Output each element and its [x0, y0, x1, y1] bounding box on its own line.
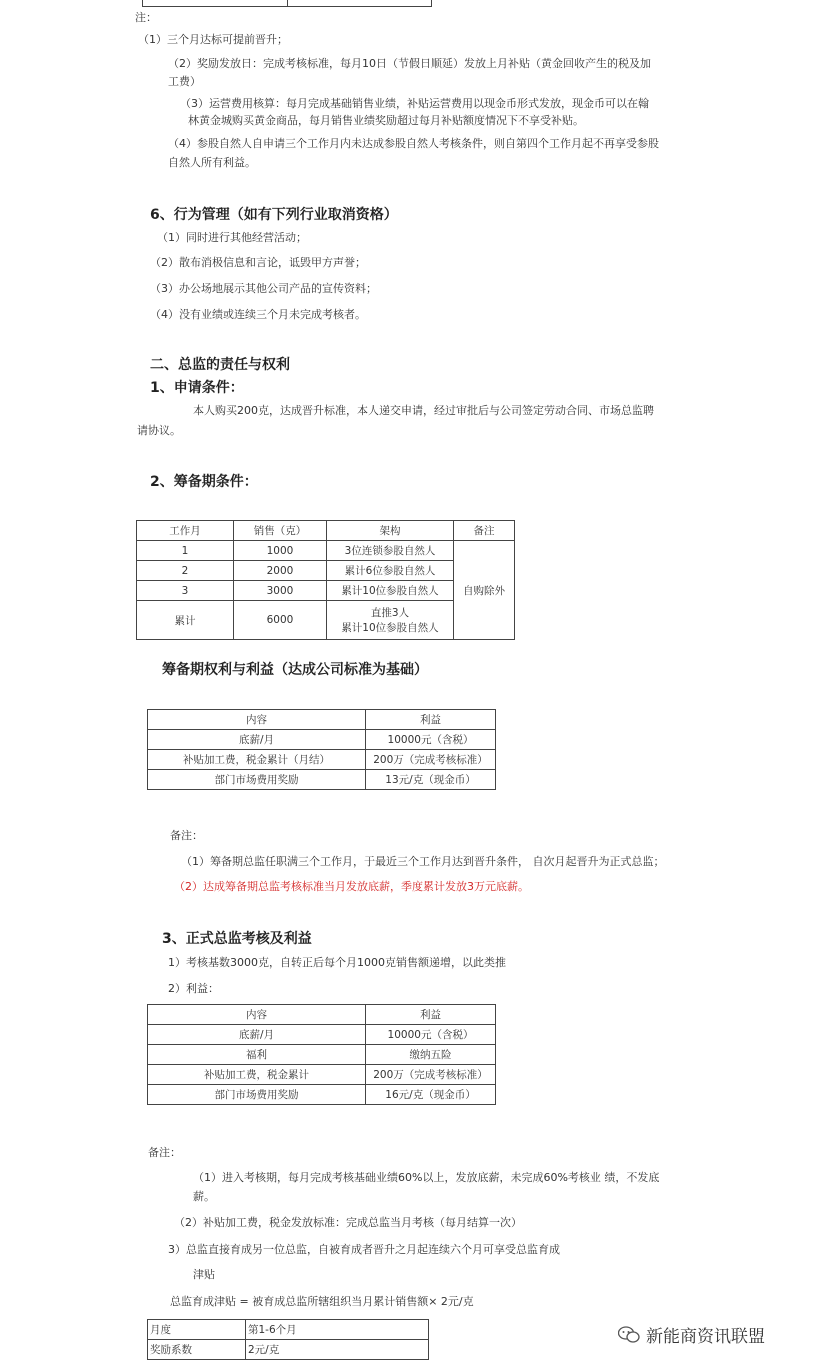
table-row	[148, 1065, 496, 1085]
note-item: （2）奖励发放日：完成考核标准，每月10日（节假日顺延）发放上月补贴（黄金回收产生的税及加	[168, 57, 651, 70]
wechat-icon	[618, 1326, 640, 1344]
table-cell: 10000元（含税）	[366, 1025, 496, 1045]
subsection-title: 2、筹备期条件：	[150, 474, 258, 490]
column-header: 架构	[327, 521, 454, 541]
table-row	[148, 730, 496, 750]
table-cell: 福利	[148, 1045, 366, 1065]
list-item: （1）同时进行其他经营活动；	[157, 231, 307, 244]
paragraph: 2）利益：	[168, 982, 219, 995]
allowance-table	[147, 1319, 429, 1360]
table-cell-line: 累计10位参股自然人	[341, 622, 439, 634]
table-cell: 3	[137, 581, 234, 601]
section-title: 6、行为管理（如有下列行业取消资格）	[150, 207, 398, 223]
table-cell: 200万（完成考核标准）	[366, 750, 496, 770]
note-item: （3）运营费用核算：每月完成基础销售业绩，补贴运营费用以现金币形式发放，现金币可以在翰	[180, 97, 649, 110]
note-item: 薪。	[193, 1190, 215, 1203]
prep-benefits-table	[147, 709, 496, 790]
table-cell: 6000	[234, 601, 327, 640]
note-label: 备注：	[148, 1146, 181, 1159]
formal-benefits-table	[147, 1004, 496, 1105]
table-row	[148, 1025, 496, 1045]
column-header: 利益	[366, 1005, 496, 1025]
formula: 总监育成津贴 = 被育成总监所辖组织当月累计销售额× 2元/克	[170, 1295, 474, 1308]
table-cell-line: 直推3人	[370, 607, 410, 619]
column-header: 内容	[148, 1005, 366, 1025]
prep-conditions-table	[136, 520, 515, 640]
table-cell: 底薪/月	[148, 1025, 366, 1045]
table-cell: 13元/克（现金币）	[366, 770, 496, 790]
table-cell: 补贴加工费，税金累计	[148, 1065, 366, 1085]
table-cell: 部门市场费用奖励	[148, 770, 366, 790]
table-cell: 1	[137, 541, 234, 561]
note-item: （4）参股自然人自申请三个工作月内未达成参股自然人考核条件，则自第四个工作月起不再享受参股	[168, 137, 659, 150]
subsection-title: 1、申请条件：	[150, 380, 244, 396]
note-item: （1）筹备期总监任职满三个工作月，于最近三个工作月达到晋升条件， 自次月起晋升为正式总监；	[181, 855, 665, 868]
paragraph: 请协议。	[137, 424, 181, 437]
table-row	[148, 770, 496, 790]
column-header: 备注	[454, 521, 515, 541]
table-cell-remark: 自购除外	[454, 541, 515, 640]
list-item: （3）办公场地展示其他公司产品的宣传资料；	[150, 282, 377, 295]
note-label: 注：	[135, 11, 157, 24]
note-item: （2）补贴加工费，税金发放标准：完成总监当月考核（每月结算一次）	[174, 1216, 522, 1229]
note-item: 自然人所有利益。	[168, 156, 256, 169]
note-item: 津贴	[193, 1268, 215, 1281]
watermark	[618, 1322, 765, 1347]
table-header-row	[148, 710, 496, 730]
table-cell: 累计6位参股自然人	[327, 561, 454, 581]
table-cell: 200万（完成考核标准）	[366, 1065, 496, 1085]
table-cell: 2000	[234, 561, 327, 581]
subsection-title: 筹备期权利与利益（达成公司标准为基础）	[162, 662, 428, 678]
list-item: （4）没有业绩或连续三个月未完成考核者。	[150, 308, 366, 321]
table-row	[148, 1340, 429, 1360]
table-cell	[327, 601, 454, 640]
note-label: 备注：	[170, 829, 203, 842]
table-cell: 月度	[148, 1320, 246, 1340]
paragraph: 1）考核基数3000克，自转正后每个月1000克销售额递增，以此类推	[168, 956, 506, 969]
column-header: 利益	[366, 710, 496, 730]
table-cell: 底薪/月	[148, 730, 366, 750]
table-cell: 补贴加工费，税金累计（月结）	[148, 750, 366, 770]
table-fragment-top	[142, 0, 432, 7]
table-cell: 2	[137, 561, 234, 581]
table-header-row	[137, 521, 515, 541]
table-row	[137, 541, 515, 561]
note-item-highlight: （2）达成筹备期总监考核标准当月发放底薪，季度累计发放3万元底薪。	[174, 880, 529, 893]
note-item: 工费）	[168, 75, 201, 88]
table-row	[148, 1045, 496, 1065]
table-header-row	[148, 1005, 496, 1025]
part-title: 二、总监的责任与权利	[150, 357, 290, 373]
table-cell: 2元/克	[246, 1340, 429, 1360]
table-row	[148, 1320, 429, 1340]
table-cell: 10000元（含税）	[366, 730, 496, 750]
table-cell: 1000	[234, 541, 327, 561]
note-item: 3）总监直接育成另一位总监，自被育成者晋升之月起连续六个月可享受总监育成	[168, 1243, 560, 1256]
table-cell: 部门市场费用奖励	[148, 1085, 366, 1105]
paragraph: 本人购买200克，达成晋升标准，本人递交申请，经过审批后与公司签定劳动合同、市场总监聘	[193, 404, 654, 417]
table-cell: 16元/克（现金币）	[366, 1085, 496, 1105]
table-cell: 缴纳五险	[366, 1045, 496, 1065]
note-item: （1）三个月达标可提前晋升；	[138, 33, 288, 46]
table-cell: 第1-6个月	[246, 1320, 429, 1340]
table-cell: 累计	[137, 601, 234, 640]
subsection-title: 3、正式总监考核及利益	[162, 931, 312, 947]
table-row	[148, 750, 496, 770]
column-header: 内容	[148, 710, 366, 730]
table-cell: 3000	[234, 581, 327, 601]
column-header: 销售（克）	[234, 521, 327, 541]
list-item: （2）散布消极信息和言论，诋毁甲方声誉；	[150, 256, 366, 269]
watermark-text: 新能商资讯联盟	[646, 1327, 765, 1347]
table-cell: 累计10位参股自然人	[327, 581, 454, 601]
note-item: 林黄金城购买黄金商品，每月销售业绩奖励超过每月补贴额度情况下不享受补贴。	[188, 114, 584, 127]
table-row	[148, 1085, 496, 1105]
table-cell: 奖励系数	[148, 1340, 246, 1360]
table-cell: 3位连锁参股自然人	[327, 541, 454, 561]
column-header: 工作月	[137, 521, 234, 541]
note-item: （1）进入考核期，每月完成考核基础业绩60%以上，发放底薪，未完成60%考核业 绩，不发底	[193, 1171, 660, 1184]
